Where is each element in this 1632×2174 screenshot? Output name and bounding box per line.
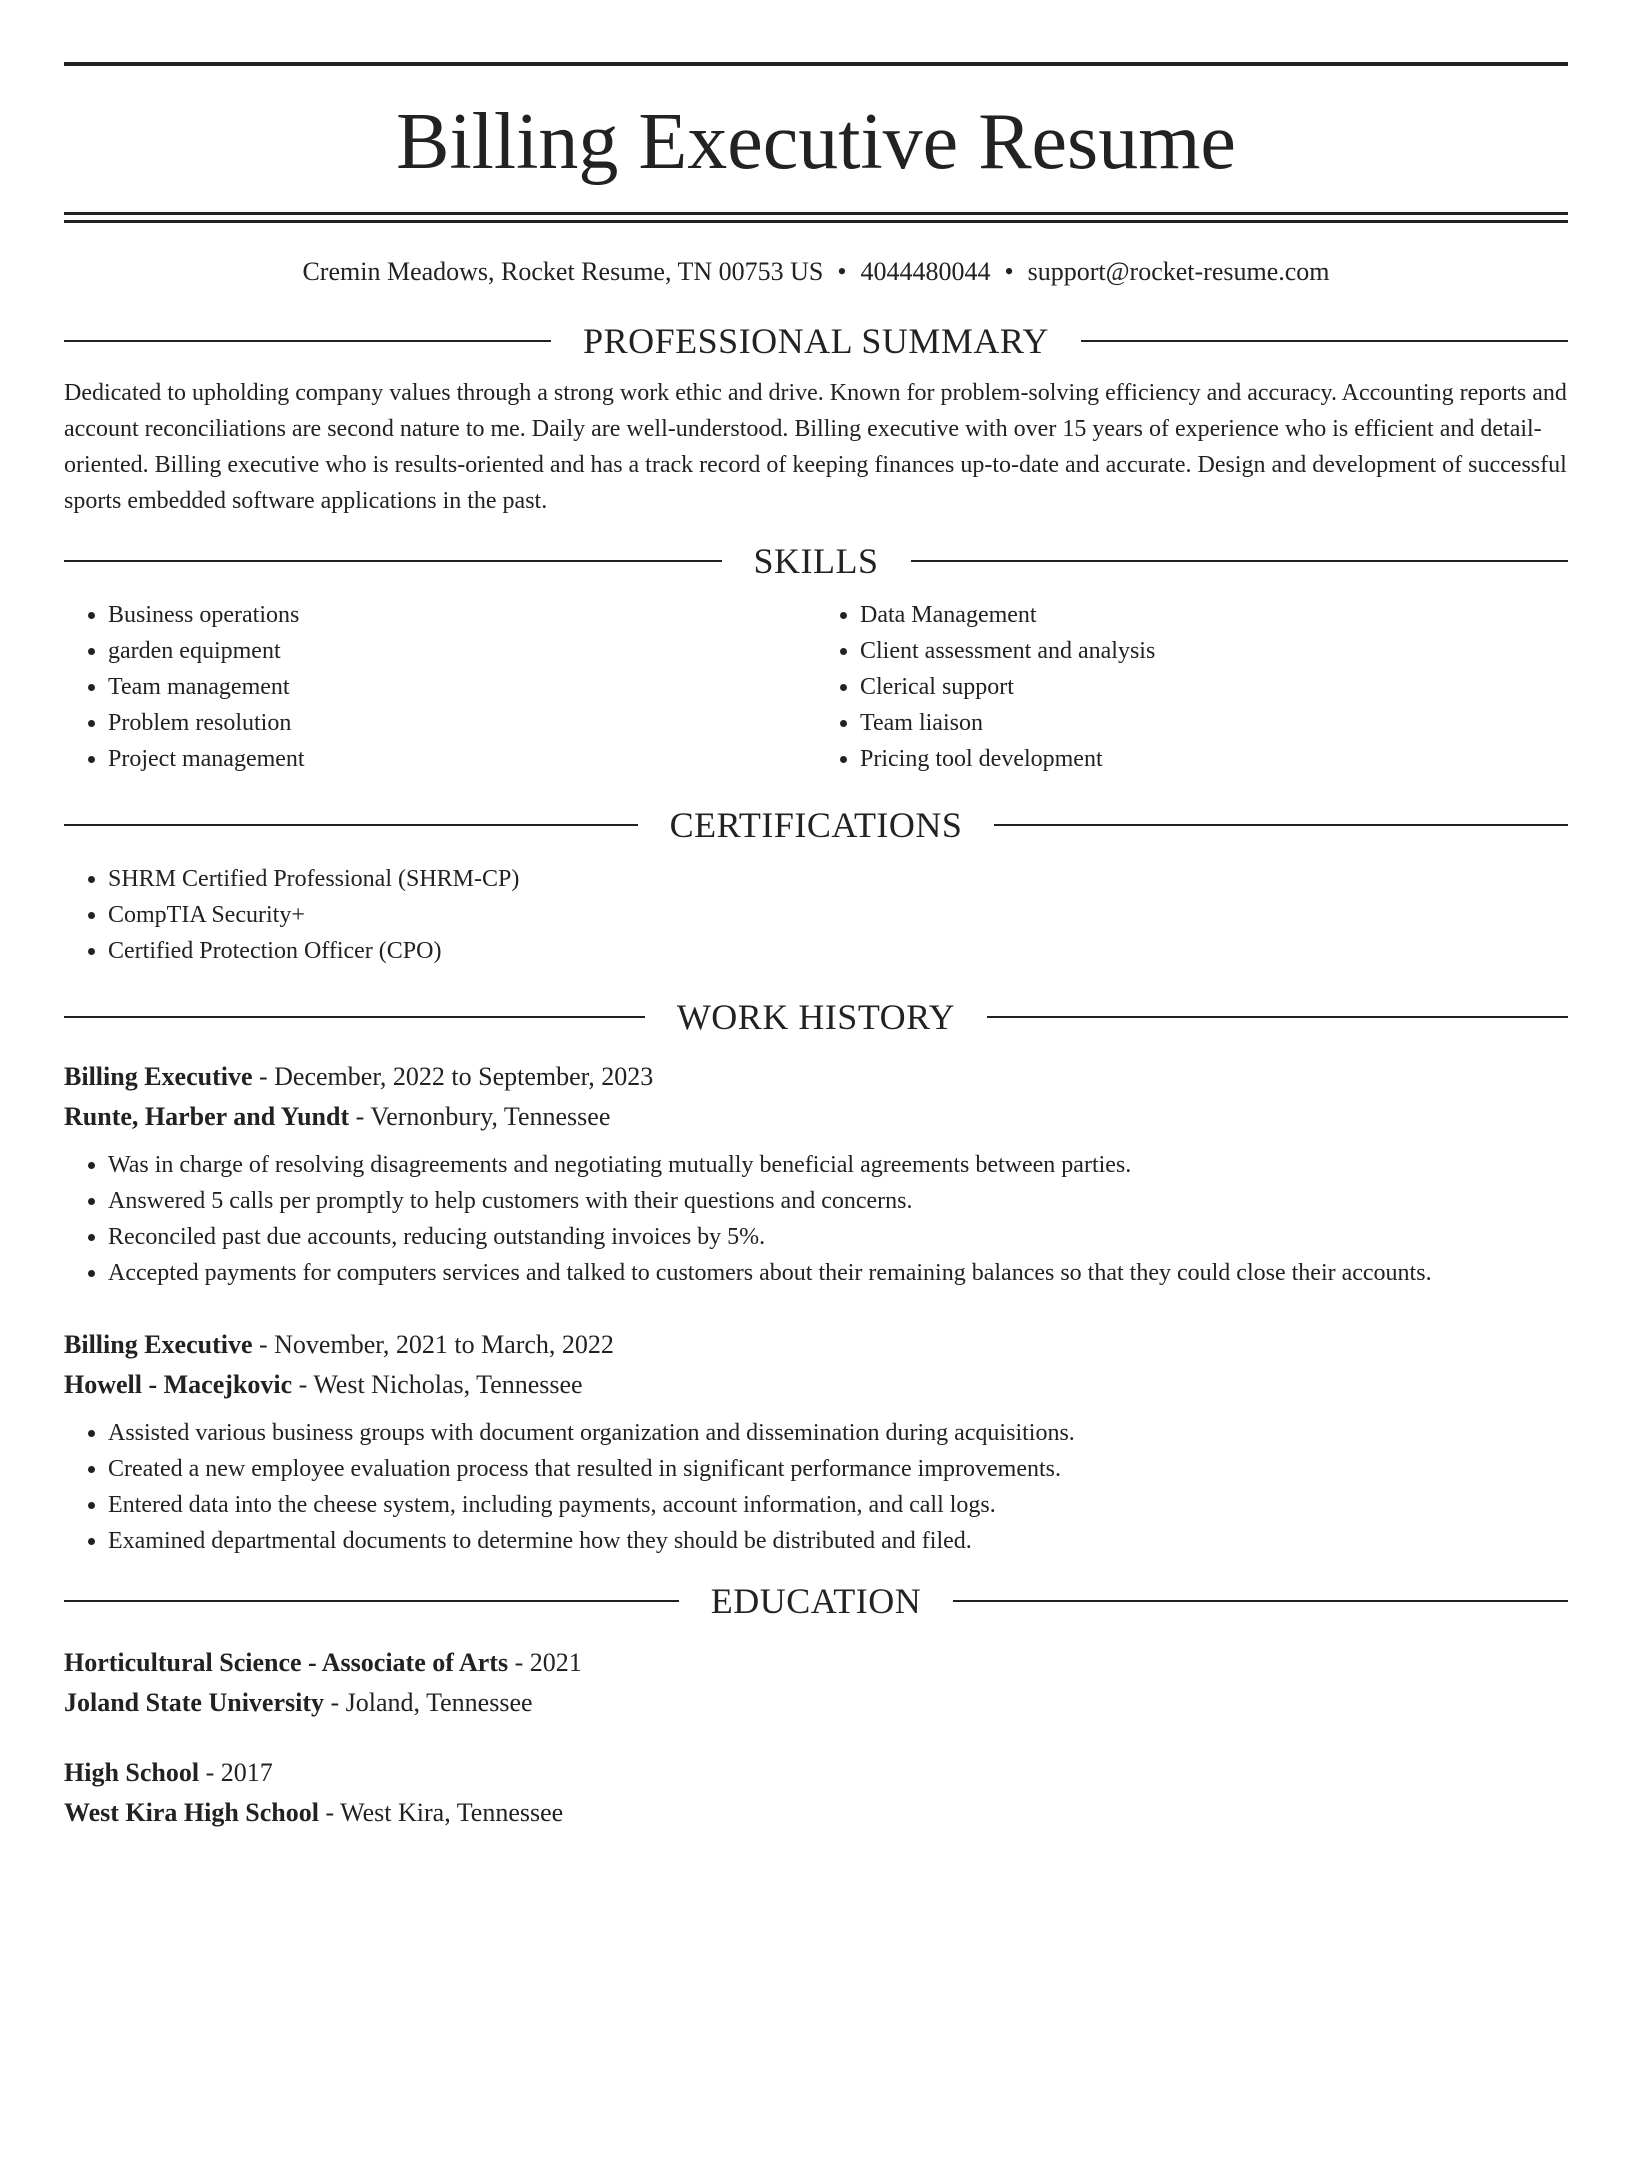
certification-item: • CompTIA Security+ (108, 897, 1568, 933)
skills-heading-label: SKILLS (753, 541, 879, 581)
title-double-rule (64, 212, 1568, 223)
education-heading (64, 1581, 1568, 1621)
heading-rule-left (64, 560, 722, 562)
contact-line (64, 257, 1568, 287)
job-bullet: • Accepted payments for computers services and talked to customers about their remaining balances so that they could close their accounts. (108, 1255, 1568, 1291)
job-title: Billing Executive (64, 1330, 253, 1359)
job-bullet: • Assisted various business groups with document organization and dissemination during acquisitions. (108, 1415, 1568, 1451)
resume-title: Billing Executive Resume (396, 98, 1236, 186)
skills-column-right (816, 597, 1568, 777)
education-school-line (64, 1683, 1568, 1723)
job-bullets (64, 1415, 1568, 1559)
education-degree-line (64, 1753, 1568, 1793)
certification-item: • Certified Protection Officer (CPO) (108, 933, 1568, 969)
job-location: - West Nicholas, Tennessee (292, 1370, 583, 1399)
education-entry (64, 1753, 1568, 1833)
skill-item: • Pricing tool development (860, 741, 1568, 777)
skill-item: • Data Management (860, 597, 1568, 633)
heading-rule-right (911, 560, 1569, 562)
job-bullet: • Was in charge of resolving disagreements and negotiating mutually beneficial agreements between parties. (108, 1147, 1568, 1183)
job-bullets (64, 1147, 1568, 1291)
education-year: - 2021 (508, 1648, 582, 1677)
education-school-line (64, 1793, 1568, 1833)
job-entry (64, 1057, 1568, 1291)
work-history-heading (64, 997, 1568, 1037)
contact-phone: 4044480044 (860, 257, 991, 286)
certifications-heading (64, 805, 1568, 845)
education-degree: High School (64, 1758, 200, 1787)
skill-item: • Team management (108, 669, 816, 705)
education-entry (64, 1643, 1568, 1723)
certifications-heading-label: CERTIFICATIONS (669, 805, 963, 845)
skill-item: • Client assessment and analysis (860, 633, 1568, 669)
certification-item: • SHRM Certified Professional (SHRM-CP) (108, 861, 1568, 897)
skills-list (64, 597, 1568, 777)
heading-rule-left (64, 1016, 645, 1018)
summary-heading (64, 321, 1568, 361)
work-history-heading-label: WORK HISTORY (676, 997, 956, 1037)
job-title-line (64, 1325, 1568, 1365)
education-year: - 2017 (199, 1758, 273, 1787)
skill-item: • Clerical support (860, 669, 1568, 705)
heading-rule-right (1081, 340, 1568, 342)
job-company-line (64, 1365, 1568, 1405)
summary-text: Dedicated to upholding company values through a strong work ethic and drive. Known for problem-solving efficiency and accuracy. Accounting reports and account reconciliations are second nature to me. Daily are well-understood. Billing executive with over 15 years of experience who is efficient and detail-oriented. Billing executive who is results-oriented and has a track record of keeping finances up-to-date and accurate. Design and development of successful sports embedded software applications in the past. (64, 380, 1567, 514)
contact-address: Cremin Meadows, Rocket Resume, TN 00753 US (302, 257, 824, 286)
job-company: Howell - Macejkovic (64, 1370, 293, 1399)
education-school: West Kira High School (64, 1798, 319, 1827)
contact-separator: • (1004, 257, 1014, 286)
skill-item: • Business operations (108, 597, 816, 633)
heading-rule-right (994, 824, 1568, 826)
job-company-line (64, 1097, 1568, 1137)
job-company: Runte, Harber and Yundt (64, 1102, 350, 1131)
job-title-line (64, 1057, 1568, 1097)
skills-column-left (64, 597, 816, 777)
skill-item: • Project management (108, 741, 816, 777)
job-title: Billing Executive (64, 1062, 253, 1091)
certifications-list (64, 861, 1568, 969)
job-entry (64, 1325, 1568, 1559)
heading-rule-left (64, 1600, 679, 1602)
education-degree: Horticultural Science - Associate of Arts (64, 1648, 509, 1677)
skills-heading (64, 541, 1568, 581)
job-bullet: • Entered data into the cheese system, including payments, account information, and call logs. (108, 1487, 1568, 1523)
education-location: - West Kira, Tennessee (318, 1798, 564, 1827)
job-dates: - November, 2021 to March, 2022 (252, 1330, 614, 1359)
summary-heading-label: PROFESSIONAL SUMMARY (583, 321, 1049, 361)
job-location: - Vernonbury, Tennessee (349, 1102, 611, 1131)
education-school: Joland State University (64, 1688, 324, 1717)
contact-email: support@rocket-resume.com (1027, 257, 1330, 286)
job-bullet: • Created a new employee evaluation process that resulted in significant performance improvements. (108, 1451, 1568, 1487)
resume-page (0, 62, 1632, 2174)
heading-rule-right (953, 1600, 1568, 1602)
education-degree-line (64, 1643, 1568, 1683)
heading-rule-left (64, 824, 638, 826)
top-rule (64, 62, 1568, 66)
job-bullet: • Answered 5 calls per promptly to help customers with their questions and concerns. (108, 1183, 1568, 1219)
heading-rule-right (987, 1016, 1568, 1018)
job-dates: - December, 2022 to September, 2023 (252, 1062, 654, 1091)
skill-item: • garden equipment (108, 633, 816, 669)
contact-separator: • (837, 257, 847, 286)
skill-item: • Problem resolution (108, 705, 816, 741)
skill-item: • Team liaison (860, 705, 1568, 741)
job-bullet: • Examined departmental documents to determine how they should be distributed and filed. (108, 1523, 1568, 1559)
education-heading-label: EDUCATION (710, 1581, 922, 1621)
job-bullet: • Reconciled past due accounts, reducing outstanding invoices by 5%. (108, 1219, 1568, 1255)
heading-rule-left (64, 340, 551, 342)
education-location: - Joland, Tennessee (324, 1688, 533, 1717)
